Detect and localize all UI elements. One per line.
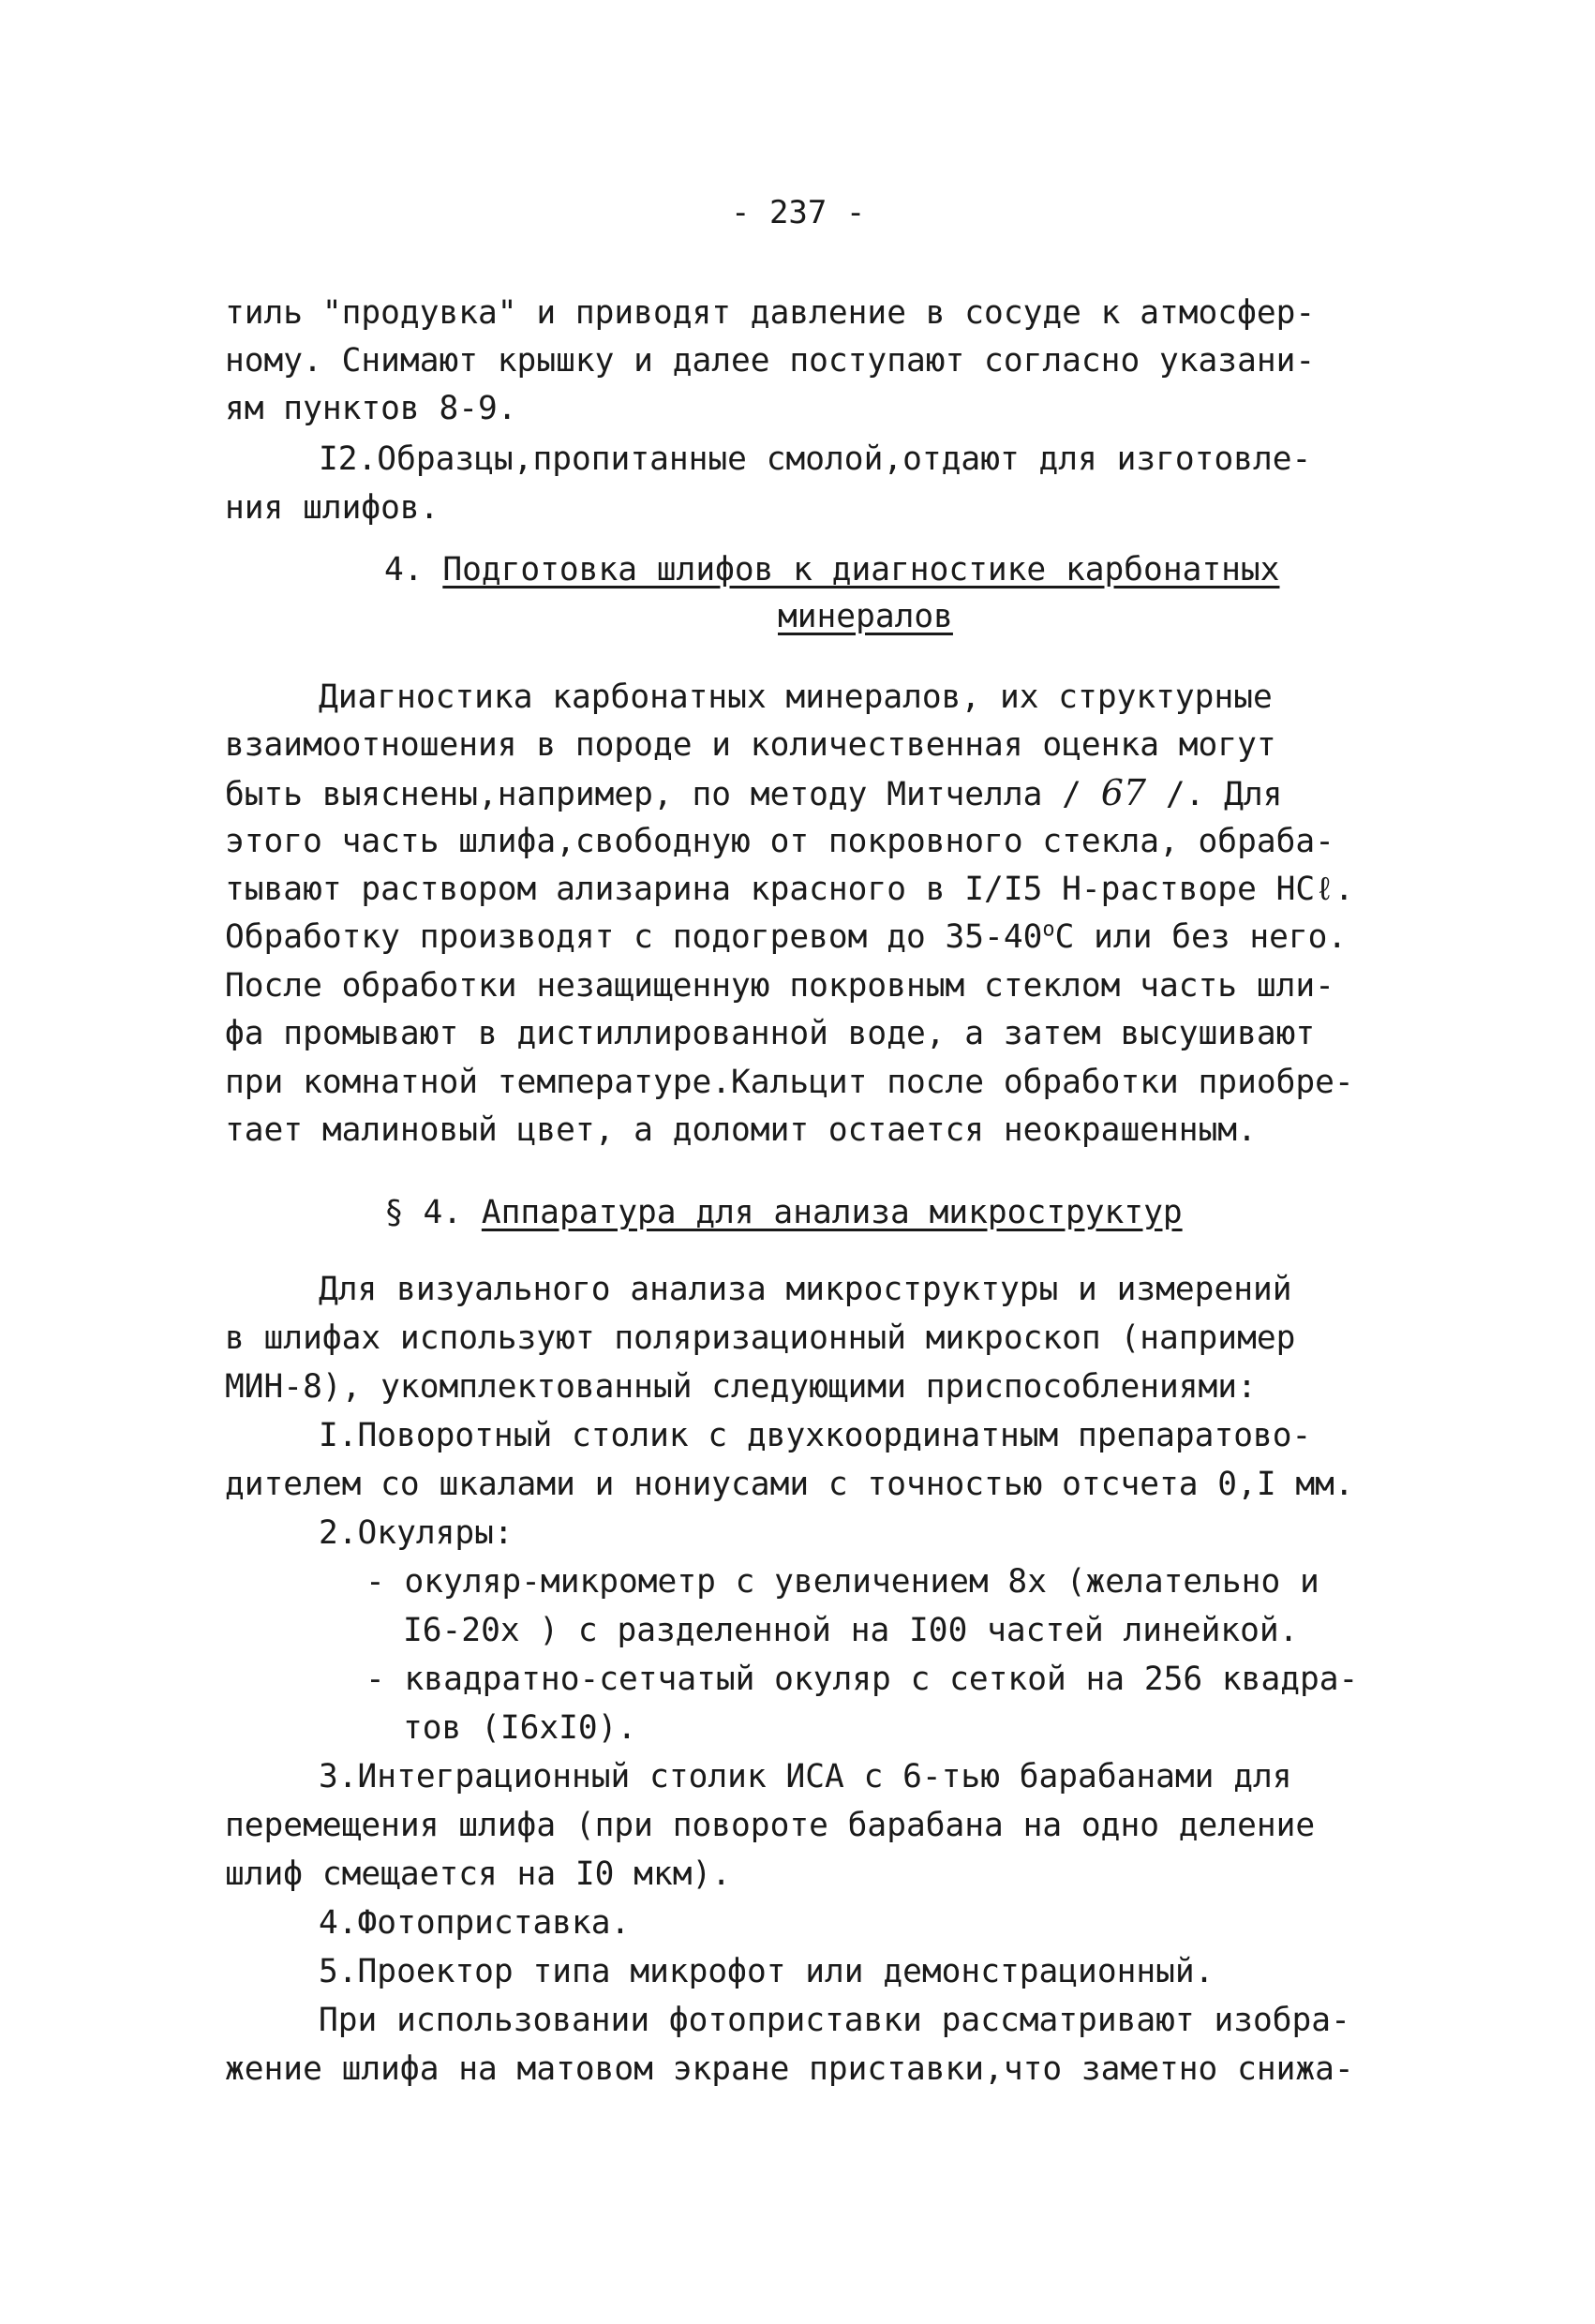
- text-line: жение шлифа на матовом экране приставки,что заметно снижа-: [225, 2050, 1354, 2088]
- text-line: тает малиновый цвет, а доломит остается неокрашенным.: [225, 1111, 1257, 1149]
- degree-superscript: о: [1042, 917, 1055, 942]
- page-number: - 237 -: [731, 194, 866, 231]
- text-line: Обработку производят с подогревом до $35-40^оС$ или без него.: [225, 917, 1348, 956]
- text-line: тиль "продувка" и приводят давление в сосуде к атмосфер-: [225, 294, 1316, 332]
- list-item: 4.Фотоприставка.: [319, 1904, 631, 1942]
- section-title: Подготовка шлифов к диагностике карбонатных: [442, 551, 1280, 588]
- paragraph-heading: [384, 1192, 1183, 1233]
- text-line: в шлифах используют поляризационный микроскоп (например: [225, 1319, 1296, 1357]
- paragraph-number: § 4.: [384, 1194, 482, 1231]
- section-heading: [384, 549, 1279, 590]
- section-number: 4.: [384, 551, 443, 588]
- text-line: ния шлифов.: [225, 489, 440, 527]
- text-line: этого часть шлифа,свободную от покровного стекла, обраба-: [225, 823, 1334, 860]
- section-title-continued: минералов: [778, 598, 953, 635]
- text-line: тывают раствором ализарина красного в I/I5 Н-растворе НСℓ.: [225, 871, 1354, 908]
- dash-item: - окуляр-микрометр с увеличением 8х (желательно и: [365, 1563, 1319, 1601]
- list-item-continued: шлиф смещается на I0 мкм).: [225, 1855, 732, 1893]
- text-line: быть выяснены,например, по методу Митчелла / 67 /. Для: [225, 772, 1283, 813]
- handwritten-reference: 67: [1100, 772, 1147, 813]
- text-line: взаимоотношения в породе и количественная оценка могут: [225, 726, 1276, 764]
- text-line: при комнатной температуре.Кальцит после обработки приобре-: [225, 1064, 1354, 1101]
- text-line: ному. Снимают крышку и далее поступают согласно указани-: [225, 342, 1316, 380]
- text-line: После обработки незащищенную покровным стеклом часть шли-: [225, 967, 1334, 1005]
- text-line: фа промывают в дистиллированной воде, а затем высушивают: [225, 1015, 1316, 1052]
- text-line: Диагностика карбонатных минералов, их структурные: [319, 678, 1273, 716]
- dash-item: - квадратно-сетчатый окуляр с сеткой на 256 квадра-: [365, 1661, 1359, 1698]
- list-item: 5.Проектор типа микрофот или демонстрационный.: [319, 1953, 1215, 1990]
- list-item: 3.Интеграционный столик ИСА с 6-тью барабанами для: [319, 1758, 1292, 1795]
- paragraph-title: Аппаратура для анализа микроструктур: [481, 1194, 1183, 1231]
- text-line: При использовании фотоприставки рассматривают изобра-: [319, 2002, 1350, 2039]
- text-line: Для визуального анализа микроструктуры и измерений: [319, 1271, 1292, 1308]
- list-item: 2.Окуляры:: [319, 1514, 514, 1552]
- text-line: I2.Образцы,пропитанные смолой,отдают для изготовле-: [319, 440, 1312, 478]
- text-line: ям пунктов 8-9.: [225, 390, 517, 427]
- list-item-continued: дителем со шкалами и нониусами с точностью отсчета 0,I мм.: [225, 1466, 1354, 1503]
- dash-item-continued: I6-20х ) с разделенной на I00 частей линейкой.: [403, 1612, 1299, 1649]
- dash-item-continued: тов (I6хI0).: [403, 1709, 637, 1747]
- list-item-continued: перемещения шлифа (при повороте барабана на одно деление: [225, 1807, 1316, 1844]
- list-item: I.Поворотный столик с двухкоординатным препаратово-: [319, 1417, 1312, 1454]
- text-line: МИН-8), укомплектованный следующими приспособлениями:: [225, 1368, 1257, 1406]
